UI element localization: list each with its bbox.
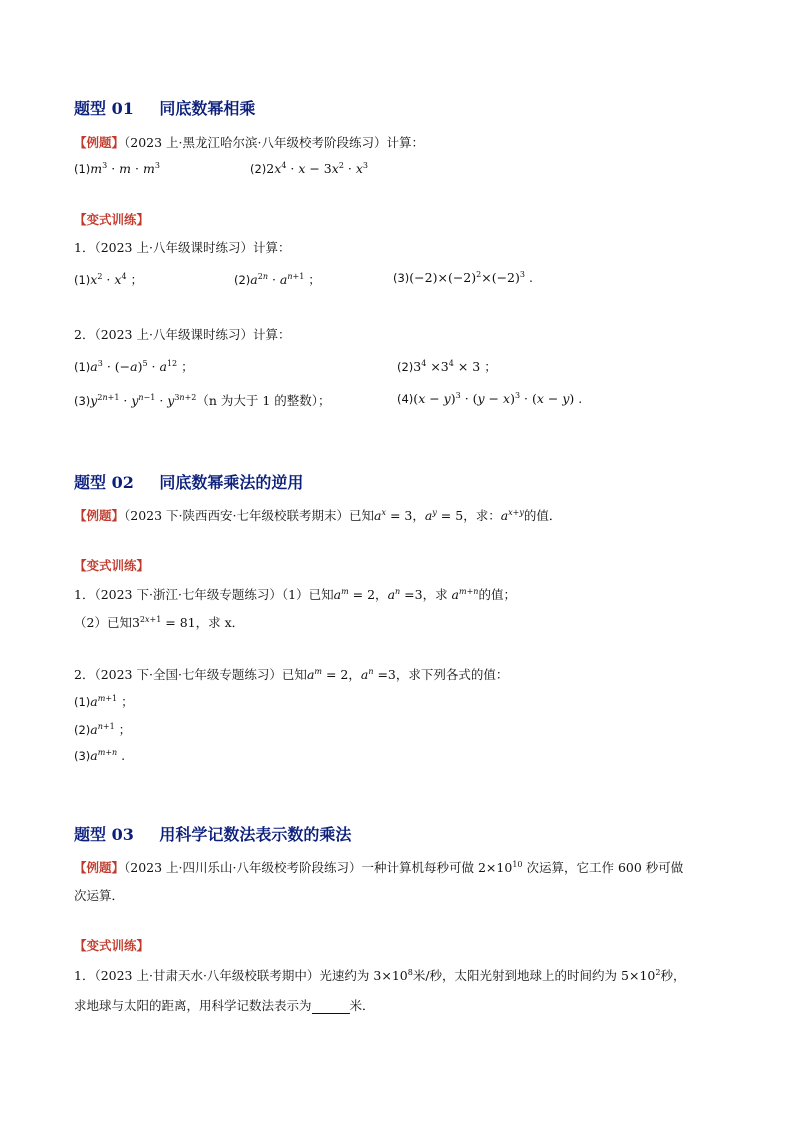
part-label: (2)	[234, 273, 251, 287]
math-expression: $a^m = 2$，$a^n =3$，求 $a^{m+n}$	[333, 586, 479, 602]
example-part-2	[250, 161, 368, 176]
example-line	[74, 858, 683, 876]
unit-text: 米．	[349, 998, 375, 1013]
question-1-part-2	[234, 270, 321, 288]
question-text-tail: 秒，	[660, 968, 686, 983]
question-1	[74, 238, 290, 256]
math-expression: $(x - y)^3 \cdot (y - x)^3 \cdot (x - y)$ .	[413, 390, 583, 406]
example-text: 次运算．	[74, 888, 125, 903]
question-2-part-1	[74, 357, 194, 375]
question-2-part-2	[74, 720, 131, 738]
answer-blank[interactable]	[312, 1001, 350, 1014]
example-source: （2023 下·陕西西安·七年级校联考期末）已知	[124, 508, 374, 523]
question-1-part-3	[393, 270, 533, 285]
question-lead: 2．（2023 上·八年级课时练习）计算：	[74, 327, 291, 342]
example-tag: 【例题】	[74, 860, 125, 875]
math-expression: $3^{2x+1} = 81$	[131, 614, 196, 630]
section-heading-01	[74, 96, 255, 119]
section-number: 题型 03	[74, 825, 134, 844]
practice-tag: 【变式训练】	[74, 558, 150, 573]
question-part: （2）已知	[74, 615, 132, 630]
practice-tag: 【变式训练】	[74, 938, 150, 953]
part-label: (3)	[74, 749, 91, 763]
example-source: （2023 上·黑龙江哈尔滨·八年级校考阶段练习）计算：	[124, 135, 424, 150]
question-2-part-2	[397, 357, 497, 375]
question-text-mid: 米/秒，太阳光射到地球上的时间约为 5×10	[412, 968, 656, 983]
question-1-part-2	[74, 613, 244, 631]
question-1	[74, 585, 516, 603]
part-label: (2)	[250, 162, 267, 176]
exponent: 2	[655, 967, 661, 977]
example-text: （2023 上·四川乐山·八年级校考阶段练习）一种计算机每秒可做 2×10	[124, 860, 513, 875]
math-expression: $a^m = 2$，$a^n =3$	[306, 666, 396, 682]
part-label: (1)	[74, 695, 91, 709]
math-expression: $m^3 \cdot m \cdot m^3$	[90, 160, 160, 176]
part-label: (2)	[397, 360, 414, 374]
question-note: （n 为大于 1 的整数）；	[196, 393, 331, 408]
section-number: 题型 02	[74, 473, 134, 492]
math-expression: $a^{n+1}$ ；	[90, 721, 132, 737]
section-title: 用科学记数法表示数的乘法	[159, 825, 352, 844]
math-expression: $2x^4 \cdot x - 3x^2 \cdot x^3$	[266, 160, 368, 176]
example-line-2	[74, 886, 124, 904]
practice-tag-line	[74, 556, 149, 574]
part-label: (3)	[74, 394, 91, 408]
part-label: (1)	[74, 273, 91, 287]
example-part-1	[74, 161, 160, 176]
practice-tag-line	[74, 210, 149, 228]
section-heading-02	[74, 470, 303, 493]
math-expression: $a^{m+1}$ ；	[90, 693, 134, 709]
part-label: (1)	[74, 360, 91, 374]
part-label: (2)	[74, 723, 91, 737]
question-text: 1．（2023 上·甘肃天水·八年级校联考期中）光速约为 3×10	[74, 968, 408, 983]
question-1-line-2	[74, 996, 375, 1014]
math-expression: $(-2)\times(-2)^2\times(-2)^3$ .	[409, 269, 533, 285]
question-lead: 1．（2023 下·浙江·七年级专题练习）（1）已知	[74, 587, 334, 602]
section-title: 同底数幂乘法的逆用	[159, 473, 304, 492]
question-tail: ，求 x．	[195, 615, 245, 630]
math-expression: $a^{2n} \cdot a^{n+1}$ ；	[250, 271, 321, 287]
math-expression: $3^4 \times 3^4 \times 3$ ；	[413, 358, 497, 374]
question-2-part-3	[74, 391, 331, 409]
math-expression: $a^{m+n}$ .	[90, 747, 126, 763]
question-1	[74, 966, 685, 984]
part-label: (3)	[393, 271, 410, 285]
example-tag: 【例题】	[74, 508, 125, 523]
question-lead: 1．（2023 上·八年级课时练习）计算：	[74, 240, 291, 255]
question-1-part-1	[74, 270, 143, 288]
math-expression: $y^{2n+1} \cdot y^{n-1} \cdot y^{3n+2}$	[90, 392, 197, 408]
section-title: 同底数幂相乘	[159, 99, 256, 118]
part-label: (1)	[74, 162, 91, 176]
example-text-tail: 次运算，它工作 600 秒可做	[522, 860, 684, 875]
question-2	[74, 325, 290, 343]
question-2-part-3	[74, 748, 125, 763]
math-expression: $a^3 \cdot (-a)^5 \cdot a^{12}$ ；	[90, 358, 194, 374]
practice-tag-line	[74, 936, 149, 954]
question-lead: 2．（2023 下·全国·七年级专题练习）已知	[74, 667, 307, 682]
example-tag: 【例题】	[74, 135, 125, 150]
exponent: 10	[512, 859, 523, 869]
example-tail: 的值．	[523, 508, 562, 523]
question-tail: 的值；	[478, 587, 516, 602]
math-expression: $a^x = 3$，$a^y = 5$，求：$a^{x+y}$	[374, 507, 524, 523]
question-tail: ，求下列各式的值：	[395, 667, 509, 682]
section-number: 题型 01	[74, 99, 134, 118]
question-2-part-1	[74, 692, 134, 710]
question-2-part-4	[397, 391, 582, 406]
example-line	[74, 506, 561, 524]
question-2	[74, 665, 508, 683]
section-heading-03	[74, 822, 351, 845]
math-expression: $x^2 \cdot x^4$ ；	[90, 271, 144, 287]
exponent: 8	[407, 967, 413, 977]
part-label: (4)	[397, 392, 414, 406]
example-line	[74, 133, 424, 151]
question-text: 求地球与太阳的距离，用科学记数法表示为	[74, 998, 312, 1013]
practice-tag: 【变式训练】	[74, 212, 150, 227]
